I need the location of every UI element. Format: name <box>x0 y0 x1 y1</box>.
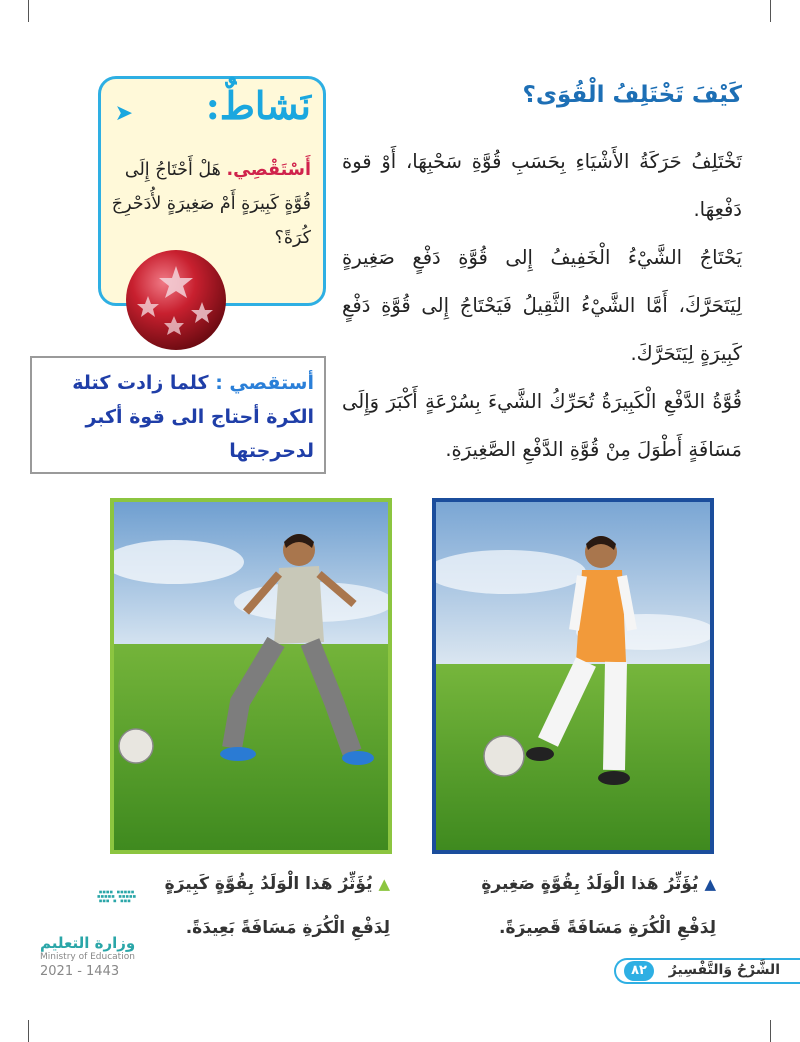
activity-title: نَشاطٌ: <box>205 83 311 128</box>
activity-question-text: هَلْ أَحْتَاجُ إِلَى قُوَّةٍ كَبِيرَةٍ أَمْ صَغِيرَةٍ لأُدَحْرِجَ كُرَةً؟ <box>111 160 311 248</box>
crop-mark <box>770 0 771 22</box>
answer-label: أستقصي : <box>215 372 314 394</box>
section-heading: كَيْفَ تَخْتَلِفُ الْقُوَى؟ <box>522 82 742 108</box>
arrow-icon: ➤ <box>114 101 133 126</box>
caption-small-kick <box>446 862 716 950</box>
crop-mark <box>28 0 29 22</box>
ball-image <box>124 248 228 352</box>
crop-mark <box>770 1020 771 1042</box>
investigate-label: أَسْتَقْصِي. <box>226 160 311 180</box>
activity-question <box>111 153 311 255</box>
paragraph: قُوَّةُ الدَّفْعِ الْكَبِيرَةُ تُحَرِّكُ الشَّيءَ بِسُرْعَةٍ أَكْبَرَ وَإِلَى مَسَافَةٍ أَطْوَلَ مِنْ قُوَّةِ الدَّفْعِ الصَّغِيرَةِ. <box>342 390 742 461</box>
photo-small-kick <box>432 498 714 854</box>
ministry-year: 2021 - 1443 <box>40 964 120 979</box>
caption-big-kick-text: يُؤَثِّرُ هَذا الْوَلَدُ بِقُوَّةٍ كَبِيرَةٍ لِدَفْعِ الْكُرَةِ مَسَافَةً بَعِيدَةً. <box>164 874 390 938</box>
answer-text: كلما زادت كتلة الكرة أحتاج الى قوة أكبر لدحرجتها <box>72 372 314 462</box>
triangle-icon: ▲ <box>704 875 716 893</box>
ministry-name-en: Ministry of Education <box>40 952 135 962</box>
crop-mark <box>28 1020 29 1042</box>
photo-big-kick-image <box>114 502 388 850</box>
paragraph: يَحْتَاجُ الشَّيْءُ الْخَفِيفُ إِلى قُوَّةِ دَفْعٍ صَغِيرةٍ لِيَتَحَرَّكَ، أَمَّا الشَّيْءُ الثَّقِيلُ فَيَحْتَاجُ إِلى قُوَّةِ دَفْعٍ كَبِيرَةٍ لِيَتَحَرَّكَ. <box>342 246 742 365</box>
paragraph: تَخْتَلِفُ حَرَكَةُ الأَشْيَاءِ بِحَسَبِ قُوَّةِ سَحْبِهَا، أَوْ قوة دَفْعِهَا. <box>342 150 742 221</box>
caption-small-kick-text: يُؤَثِّرُ هَذا الْوَلَدُ بِقُوَّةٍ صَغِيرةٍ لِدَفْعِ الْكُرَةِ مَسَافَةً قَصِيرَةً. <box>481 874 716 938</box>
photo-small-kick-image <box>436 502 710 850</box>
ministry-name-ar: وزارة التعليم <box>40 934 136 952</box>
footer-bar <box>614 958 800 984</box>
photo-big-kick <box>110 498 392 854</box>
body-text <box>342 138 742 474</box>
answer-box <box>30 356 326 474</box>
ministry-logo <box>38 888 188 928</box>
triangle-icon: ▲ <box>378 875 390 893</box>
page-number: ٨٢ <box>624 961 654 981</box>
footer-label: الشَّرْحُ وَالتَّفْسِيرُ <box>668 962 780 978</box>
